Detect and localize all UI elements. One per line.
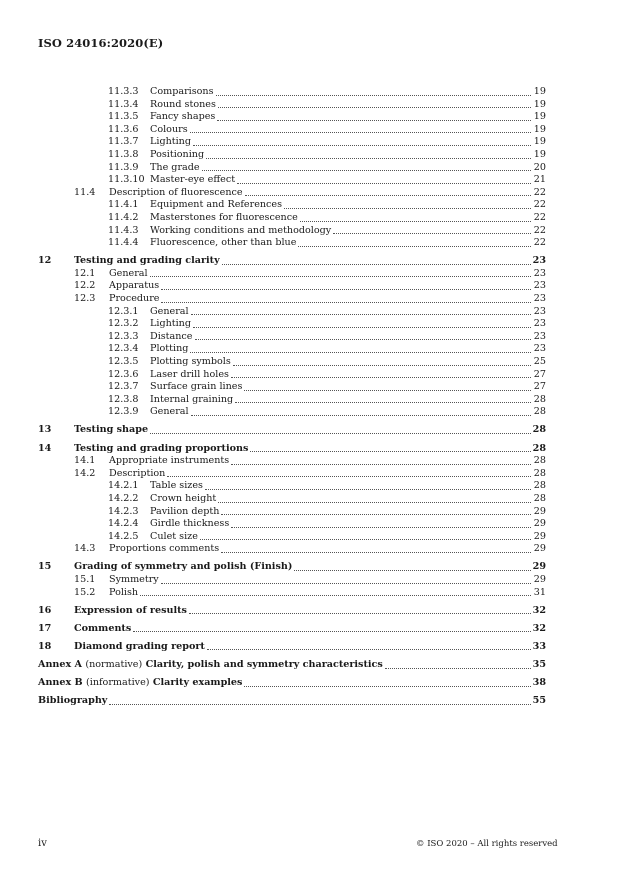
toc-entry-page: 22 bbox=[533, 237, 546, 249]
toc-block-11 bbox=[38, 86, 546, 250]
toc-entry-title: Master-eye effect bbox=[150, 174, 236, 186]
toc-entry-number: 12.1 bbox=[74, 267, 96, 279]
dot-leader bbox=[231, 527, 531, 528]
toc-entry-number: 11.4.3 bbox=[108, 224, 139, 236]
toc-entry[interactable] bbox=[38, 293, 546, 306]
toc-entry-number: 11.3.7 bbox=[108, 136, 139, 148]
toc-entry[interactable] bbox=[38, 480, 546, 493]
toc-entry-page: 19 bbox=[533, 111, 546, 123]
toc-entry-number: 12.2 bbox=[74, 280, 96, 292]
toc-entry-number: 14 bbox=[38, 442, 52, 454]
toc-entry-page: 27 bbox=[533, 381, 546, 393]
annex-kind: (informative) bbox=[86, 677, 150, 689]
toc-entry-title: Fluorescence, other than blue bbox=[150, 237, 297, 249]
toc-entry[interactable] bbox=[38, 306, 546, 319]
annex-label: Annex B bbox=[38, 677, 83, 689]
toc-entry-title: Expression of results bbox=[74, 604, 187, 616]
toc-entry[interactable] bbox=[38, 237, 546, 250]
toc-entry-title: General bbox=[109, 267, 148, 279]
toc-entry-page: 28 bbox=[533, 467, 546, 479]
copyright-notice: © ISO 2020 – All rights reserved bbox=[416, 839, 558, 849]
dot-leader bbox=[237, 183, 531, 184]
toc-entry[interactable] bbox=[38, 111, 546, 124]
table-of-contents bbox=[38, 86, 546, 708]
toc-section-15[interactable] bbox=[38, 561, 546, 574]
toc-entry[interactable] bbox=[38, 318, 546, 331]
toc-entry-page: 33 bbox=[532, 640, 546, 652]
toc-entry-page: 28 bbox=[532, 442, 546, 454]
toc-entry-number: 17 bbox=[38, 622, 52, 634]
dot-leader bbox=[161, 583, 531, 584]
toc-entry-page: 28 bbox=[532, 424, 546, 436]
dot-leader bbox=[221, 552, 531, 553]
toc-entry[interactable] bbox=[38, 506, 546, 519]
toc-entry-title: Working conditions and methodology bbox=[150, 224, 332, 236]
toc-block-15 bbox=[38, 574, 546, 599]
toc-entry[interactable] bbox=[38, 199, 546, 212]
toc-entry[interactable] bbox=[38, 280, 546, 293]
dot-leader bbox=[150, 433, 531, 434]
toc-entry-title: Fancy shapes bbox=[150, 111, 216, 123]
toc-entry[interactable] bbox=[38, 394, 546, 407]
toc-entry-page: 38 bbox=[532, 677, 546, 689]
dot-leader bbox=[161, 289, 531, 290]
toc-entry-title: Girdle thickness bbox=[150, 518, 230, 530]
toc-section-17[interactable] bbox=[38, 623, 546, 636]
toc-section-14[interactable] bbox=[38, 443, 546, 456]
toc-entry-title: Grading of symmetry and polish (Finish) bbox=[74, 561, 293, 573]
toc-entry-title: Testing and grading proportions bbox=[74, 442, 249, 454]
toc-entry-page: 19 bbox=[533, 136, 546, 148]
toc-entry-page: 23 bbox=[533, 330, 546, 342]
toc-entry-number: 11.3.3 bbox=[108, 86, 139, 97]
toc-entry-number: 12.3.1 bbox=[108, 305, 139, 317]
dot-leader bbox=[190, 352, 531, 353]
toc-entry-title: Lighting bbox=[150, 136, 192, 148]
dot-leader bbox=[300, 221, 531, 222]
toc-entry-title: Table sizes bbox=[150, 480, 203, 492]
toc-entry-title: General bbox=[150, 305, 189, 317]
toc-entry-number: 11.4.1 bbox=[108, 199, 139, 211]
toc-entry-page: 23 bbox=[533, 280, 546, 292]
toc-entry-page: 29 bbox=[533, 530, 546, 542]
toc-entry[interactable] bbox=[38, 531, 546, 544]
dot-leader bbox=[245, 195, 531, 196]
dot-leader bbox=[189, 613, 531, 614]
toc-entry-title: Testing and grading clarity bbox=[74, 255, 220, 267]
toc-entry-number: 11.3.6 bbox=[108, 123, 139, 135]
toc-entry-page: 19 bbox=[533, 123, 546, 135]
toc-entry-number: 14.1 bbox=[74, 455, 96, 467]
toc-entry-number: 16 bbox=[38, 604, 52, 616]
toc-entry-title: Diamond grading report bbox=[74, 640, 205, 652]
dot-leader bbox=[191, 415, 531, 416]
toc-entry-title: Culet size bbox=[150, 530, 198, 542]
dot-leader bbox=[109, 704, 531, 705]
toc-entry[interactable] bbox=[38, 574, 546, 587]
dot-leader bbox=[193, 145, 531, 146]
toc-entry[interactable] bbox=[38, 268, 546, 281]
toc-entry-number: 14.3 bbox=[74, 543, 96, 555]
toc-entry-title: Masterstones for fluorescence bbox=[150, 211, 298, 223]
toc-entry-number: 12.3.2 bbox=[108, 318, 139, 330]
dot-leader bbox=[231, 377, 531, 378]
toc-entry[interactable] bbox=[38, 99, 546, 112]
toc-annex-title bbox=[38, 677, 243, 690]
toc-entry-page: 32 bbox=[532, 622, 546, 634]
toc-entry-title: Comparisons bbox=[150, 86, 214, 97]
toc-entry-page: 35 bbox=[532, 658, 546, 670]
toc-entry-number: 11.4 bbox=[74, 186, 96, 198]
toc-entry-number: 14.2 bbox=[74, 467, 96, 479]
dot-leader bbox=[193, 327, 531, 328]
dot-leader bbox=[385, 668, 531, 669]
toc-block-12 bbox=[38, 268, 546, 419]
toc-entry-page: 31 bbox=[533, 586, 546, 598]
annex-title: Clarity examples bbox=[152, 677, 243, 689]
toc-entry-number: 12 bbox=[38, 255, 52, 267]
toc-entry[interactable] bbox=[38, 225, 546, 238]
toc-entry-page: 27 bbox=[533, 368, 546, 380]
dot-leader bbox=[250, 451, 531, 452]
toc-entry-number: 12.3.7 bbox=[108, 381, 139, 393]
toc-entry-title: Plotting bbox=[150, 343, 189, 355]
toc-entry-number: 14.2.4 bbox=[108, 518, 139, 530]
toc-entry-number: 12.3.9 bbox=[108, 406, 139, 418]
toc-entry[interactable] bbox=[38, 149, 546, 162]
dot-leader bbox=[221, 514, 531, 515]
toc-entry-number: 12.3.8 bbox=[108, 393, 139, 405]
toc-entry-number: 11.4.2 bbox=[108, 211, 139, 223]
toc-entry[interactable] bbox=[38, 136, 546, 149]
toc-entry-page: 28 bbox=[533, 393, 546, 405]
toc-entry-number: 11.3.8 bbox=[108, 148, 139, 160]
toc-entry-title: Pavilion depth bbox=[150, 505, 220, 517]
toc-section-12[interactable] bbox=[38, 255, 546, 268]
toc-entry-page: 29 bbox=[533, 573, 546, 585]
toc-entry-page: 20 bbox=[533, 161, 546, 173]
toc-entry-title: The grade bbox=[150, 161, 200, 173]
toc-entry-title: Procedure bbox=[109, 293, 160, 304]
toc-entry-page: 23 bbox=[533, 267, 546, 279]
annex-kind: (normative) bbox=[85, 658, 143, 670]
dot-leader bbox=[200, 539, 531, 540]
toc-entry-number: 12.3.4 bbox=[108, 343, 139, 355]
dot-leader bbox=[195, 339, 532, 340]
dot-leader bbox=[284, 208, 531, 209]
dot-leader bbox=[235, 402, 531, 403]
toc-entry[interactable] bbox=[38, 174, 546, 187]
toc-entry-number: 11.3.10 bbox=[108, 174, 145, 186]
toc-entry-number: 11.4.4 bbox=[108, 237, 139, 249]
toc-entry-page: 29 bbox=[533, 543, 546, 555]
toc-entry-page: 23 bbox=[533, 343, 546, 355]
toc-entry-title: Round stones bbox=[150, 98, 216, 110]
toc-entry-page: 28 bbox=[533, 492, 546, 504]
toc-entry[interactable] bbox=[38, 493, 546, 506]
toc-entry-number: 15.2 bbox=[74, 586, 96, 598]
toc-section-13[interactable] bbox=[38, 424, 546, 437]
toc-entry-page: 29 bbox=[533, 505, 546, 517]
toc-entry-title: Plotting symbols bbox=[150, 355, 231, 367]
toc-entry-page: 55 bbox=[532, 695, 546, 707]
toc-entry-page: 29 bbox=[532, 561, 546, 573]
toc-entry-title: Bibliography bbox=[38, 695, 108, 707]
dot-leader bbox=[202, 170, 531, 171]
toc-block-14 bbox=[38, 455, 546, 556]
toc-entry-title: Proportions comments bbox=[109, 543, 220, 555]
page-number: iv bbox=[38, 838, 47, 849]
dot-leader bbox=[244, 390, 531, 391]
toc-entry-title: Positioning bbox=[150, 148, 205, 160]
toc-entry-number: 12.3.5 bbox=[108, 355, 139, 367]
dot-leader bbox=[133, 631, 531, 632]
dot-leader bbox=[161, 302, 531, 303]
toc-entry-page: 28 bbox=[533, 455, 546, 467]
toc-entry-page: 22 bbox=[533, 186, 546, 198]
toc-entry-page: 23 bbox=[533, 293, 546, 304]
toc-entry-page: 19 bbox=[533, 86, 546, 97]
toc-entry[interactable] bbox=[38, 587, 546, 600]
toc-entry[interactable] bbox=[38, 356, 546, 369]
toc-entry-page: 22 bbox=[533, 224, 546, 236]
toc-entry-title: Laser drill holes bbox=[150, 368, 229, 380]
dot-leader bbox=[333, 233, 531, 234]
toc-entry[interactable] bbox=[38, 187, 546, 200]
toc-entry-title: Apparatus bbox=[109, 280, 160, 292]
toc-entry-page: 32 bbox=[532, 604, 546, 616]
toc-entry-number: 11.3.5 bbox=[108, 111, 139, 123]
dot-leader bbox=[140, 595, 531, 596]
toc-entry[interactable] bbox=[38, 343, 546, 356]
toc-bibliography[interactable] bbox=[38, 695, 546, 708]
toc-entry-title: Internal graining bbox=[150, 393, 234, 405]
toc-entry-number: 12.3.3 bbox=[108, 330, 139, 342]
toc-entry-number: 15 bbox=[38, 561, 52, 573]
toc-entry-page: 29 bbox=[533, 518, 546, 530]
dot-leader bbox=[216, 95, 531, 96]
annex-label: Annex A bbox=[38, 658, 83, 670]
toc-entry-number: 14.2.3 bbox=[108, 505, 139, 517]
dot-leader bbox=[206, 158, 531, 159]
toc-entry-number: 12.3.6 bbox=[108, 368, 139, 380]
toc-entry-number: 11.3.4 bbox=[108, 98, 139, 110]
toc-entry-title: Colours bbox=[150, 123, 188, 135]
toc-entry-page: 21 bbox=[533, 174, 546, 186]
toc-section-18[interactable] bbox=[38, 641, 546, 654]
toc-entry-title: Polish bbox=[109, 586, 139, 598]
annex-title: Clarity, polish and symmetry characteristics bbox=[145, 658, 383, 670]
dot-leader bbox=[231, 464, 531, 465]
dot-leader bbox=[167, 476, 531, 477]
toc-entry[interactable] bbox=[38, 162, 546, 175]
toc-entry-title: Comments bbox=[74, 622, 132, 634]
toc-entry[interactable] bbox=[38, 369, 546, 382]
toc-entry[interactable] bbox=[38, 518, 546, 531]
toc-annex-a[interactable] bbox=[38, 659, 546, 672]
toc-entry-number: 12.3 bbox=[74, 293, 96, 304]
toc-entry-page: 28 bbox=[533, 480, 546, 492]
toc-entry[interactable] bbox=[38, 212, 546, 225]
toc-entry-page: 22 bbox=[533, 199, 546, 211]
dot-leader bbox=[218, 107, 531, 108]
dot-leader bbox=[244, 686, 531, 687]
toc-entry-page: 28 bbox=[533, 406, 546, 418]
toc-entry-page: 23 bbox=[532, 255, 546, 267]
toc-entry-title: Symmetry bbox=[109, 573, 159, 585]
toc-entry-number: 11.3.9 bbox=[108, 161, 139, 173]
dot-leader bbox=[222, 264, 531, 265]
toc-entry-title: Equipment and References bbox=[150, 199, 283, 211]
toc-entry-page: 25 bbox=[533, 355, 546, 367]
dot-leader bbox=[294, 570, 531, 571]
toc-entry-page: 23 bbox=[533, 318, 546, 330]
toc-entry[interactable] bbox=[38, 406, 546, 419]
toc-entry-page: 23 bbox=[533, 305, 546, 317]
toc-entry[interactable] bbox=[38, 468, 546, 481]
toc-entry[interactable] bbox=[38, 124, 546, 137]
toc-entry-page: 19 bbox=[533, 98, 546, 110]
dot-leader bbox=[207, 649, 531, 650]
toc-entry[interactable] bbox=[38, 331, 546, 344]
toc-entry-page: 22 bbox=[533, 211, 546, 223]
dot-leader bbox=[205, 489, 531, 490]
toc-entry[interactable] bbox=[38, 86, 546, 99]
toc-entry-title: Description bbox=[109, 467, 166, 479]
toc-entry-page: 19 bbox=[533, 148, 546, 160]
toc-annex-b[interactable] bbox=[38, 677, 546, 690]
toc-entry-title: Distance bbox=[150, 330, 193, 342]
toc-entry[interactable] bbox=[38, 543, 546, 556]
toc-entry-number: 14.2.1 bbox=[108, 480, 139, 492]
toc-section-16[interactable] bbox=[38, 605, 546, 618]
dot-leader bbox=[298, 246, 531, 247]
toc-entry-title: Lighting bbox=[150, 318, 192, 330]
toc-entry-number: 14.2.2 bbox=[108, 492, 139, 504]
document-id-header: ISO 24016:2020(E) bbox=[38, 36, 164, 50]
toc-entry[interactable] bbox=[38, 455, 546, 468]
toc-entry[interactable] bbox=[38, 381, 546, 394]
toc-entry-title: Appropriate instruments bbox=[109, 455, 230, 467]
toc-entry-number: 14.2.5 bbox=[108, 530, 139, 542]
toc-entry-title: Surface grain lines bbox=[150, 381, 243, 393]
toc-annex-title bbox=[38, 659, 384, 672]
dot-leader bbox=[233, 365, 531, 366]
toc-entry-title: Description of fluorescence bbox=[109, 186, 243, 198]
dot-leader bbox=[218, 502, 531, 503]
toc-entry-title: General bbox=[150, 406, 189, 418]
dot-leader bbox=[217, 120, 531, 121]
dot-leader bbox=[191, 314, 531, 315]
toc-entry-title: Testing shape bbox=[74, 424, 149, 436]
dot-leader bbox=[190, 132, 531, 133]
toc-entry-number: 13 bbox=[38, 424, 52, 436]
toc-entry-title: Crown height bbox=[150, 492, 217, 504]
toc-entry-number: 15.1 bbox=[74, 573, 96, 585]
dot-leader bbox=[150, 276, 531, 277]
toc-entry-number: 18 bbox=[38, 640, 52, 652]
